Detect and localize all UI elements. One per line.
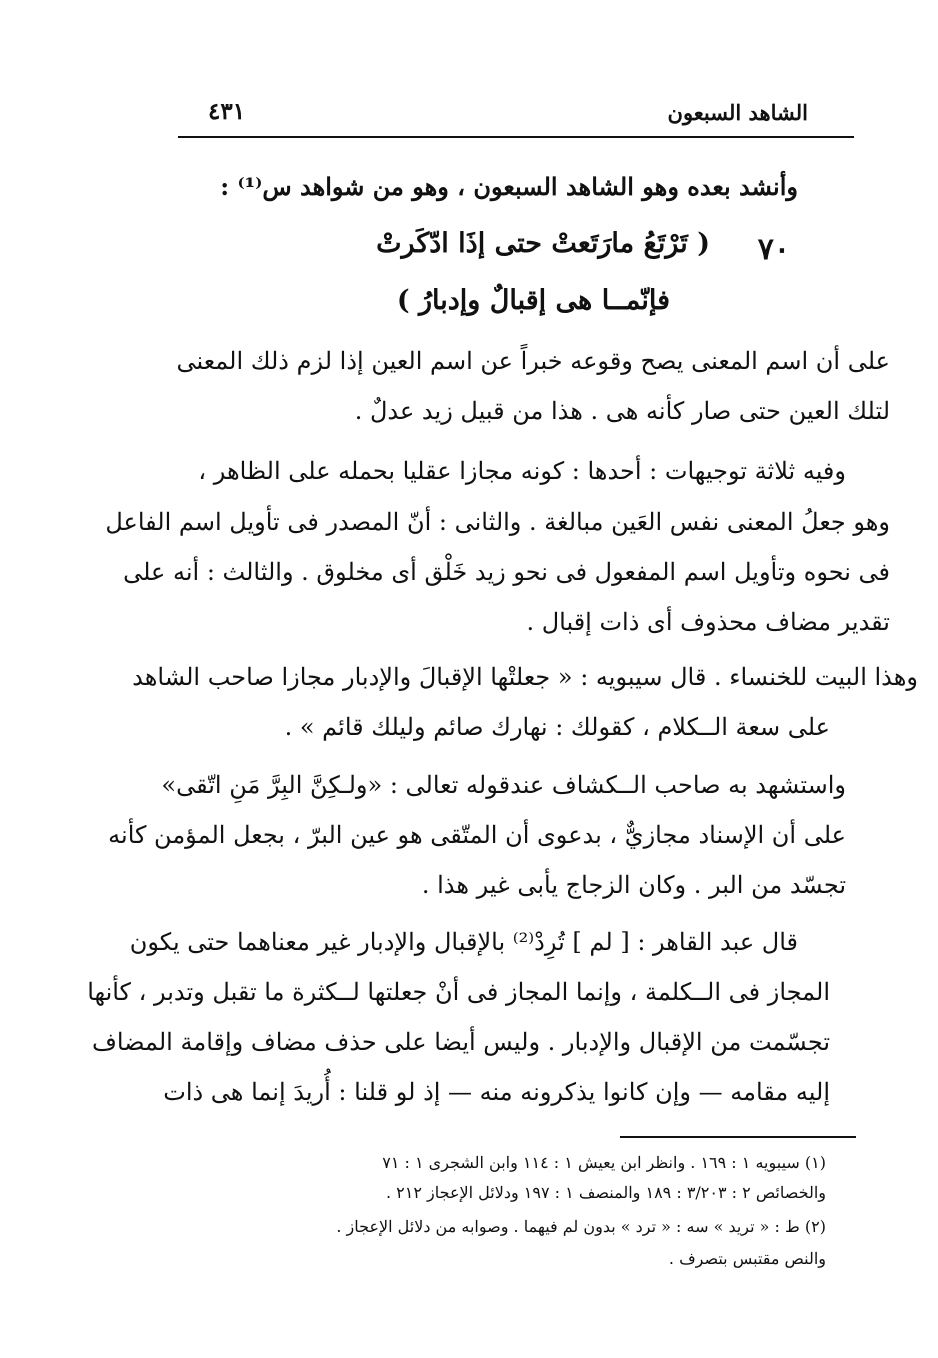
paragraph-3-line-1: وهذا البيت للخنساء . قال سيبويه : « جعلتْها الإقبالَ والإدبار مجازا صاحب الشاهد <box>132 663 918 691</box>
footnote-2-line-1: (٢) ط : « تريد » سه : « ترد » بدون لم فيهما . وصوابه من دلائل الإعجاز . <box>336 1217 826 1236</box>
poem-number: ٧٠ <box>757 232 790 267</box>
paragraph-2-line-3: فى نحوه وتأويل اسم المفعول فى نحو زيد خَلْق أى مخلوق . والثالث : أنه على <box>123 558 890 586</box>
verse-second-hemistich: فإنّمــا هى إقبالٌ وإدبارُ ) <box>396 285 670 316</box>
footnote-1-line-2: والخصائص ٢ : ٣/٢٠٣ : ١٨٩ والمنصف ١ : ١٩٧ ودلائل الإعجاز ٢١٢ . <box>385 1183 826 1202</box>
footnote-rule <box>620 1136 856 1138</box>
paragraph-2-line-4: تقدير مضاف محذوف أى ذات إقبال . <box>526 608 890 636</box>
intro-line: وأنشد بعده وهو الشاهد السبعون ، وهو من شواهد س⁽¹⁾ : <box>220 172 798 201</box>
paragraph-4-line-2: على أن الإسناد مجازيٌّ ، بدعوى أن المتّقى هو عين البرّ ، بجعل المؤمن كأنه <box>108 821 846 849</box>
paragraph-5-line-1: قال عبد القاهر : [ لم ] تُرِدْ⁽²⁾ بالإقبال والإدبار غير معناهما حتى يكون <box>129 928 798 956</box>
paragraph-5-line-4: إليه مقامه — وإن كانوا يذكرونه منه — إذ لو قلنا : أُريدَ إنما هى ذات <box>163 1078 830 1106</box>
page-number: ٤٣١ <box>208 98 246 125</box>
paragraph-2-line-1: وفيه ثلاثة توجيهات : أحدها : كونه مجازا عقليا بحمله على الظاهر ، <box>198 457 846 485</box>
verse-first-hemistich: ( تَرْتَعُ مارَتَعتْ حتى إذَا ادّكَرتْ <box>376 228 710 259</box>
paragraph-3-line-2: على سعة الــكلام ، كقولك : نهارك صائم وليلك قائم » . <box>284 713 830 741</box>
paragraph-1-line-2: لتلك العين حتى صار كأنه هى . هذا من قبيل زيد عدلٌ . <box>354 397 890 425</box>
footnote-1-line-1: (١) سيبويه ١ : ١٦٩ . وانظر ابن يعيش ١ : ١١٤ وابن الشجرى ١ : ٧١ <box>382 1153 826 1172</box>
paragraph-2-line-2: وهو جعلُ المعنى نفس العَين مبالغة . والثانى : أنّ المصدر فى تأويل اسم الفاعل <box>105 508 890 536</box>
running-header-title: الشاهد السبعون <box>667 100 808 125</box>
paragraph-5-line-2: المجاز فى الــكلمة ، وإنما المجاز فى أنْ جعلتها لــكثرة ما تقبل وتدبر ، كأنها <box>87 978 830 1006</box>
paragraph-1-line-1: على أن اسم المعنى يصح وقوعه خبراً عن اسم العين إذا لزم ذلك المعنى <box>176 347 890 375</box>
header-rule <box>178 136 854 138</box>
paragraph-4-line-3: تجسّد من البر . وكان الزجاج يأبى غير هذا . <box>421 871 846 899</box>
footnote-2-line-2: والنص مقتبس بتصرف . <box>668 1249 826 1268</box>
paragraph-5-line-3: تجسّمت من الإقبال والإدبار . وليس أيضا على حذف مضاف وإقامة المضاف <box>91 1028 830 1056</box>
paragraph-4-line-1: واستشهد به صاحب الــكشاف عندقوله تعالى : «ولـكِنَّ البِرَّ مَنِ اتّقى» <box>161 771 846 799</box>
